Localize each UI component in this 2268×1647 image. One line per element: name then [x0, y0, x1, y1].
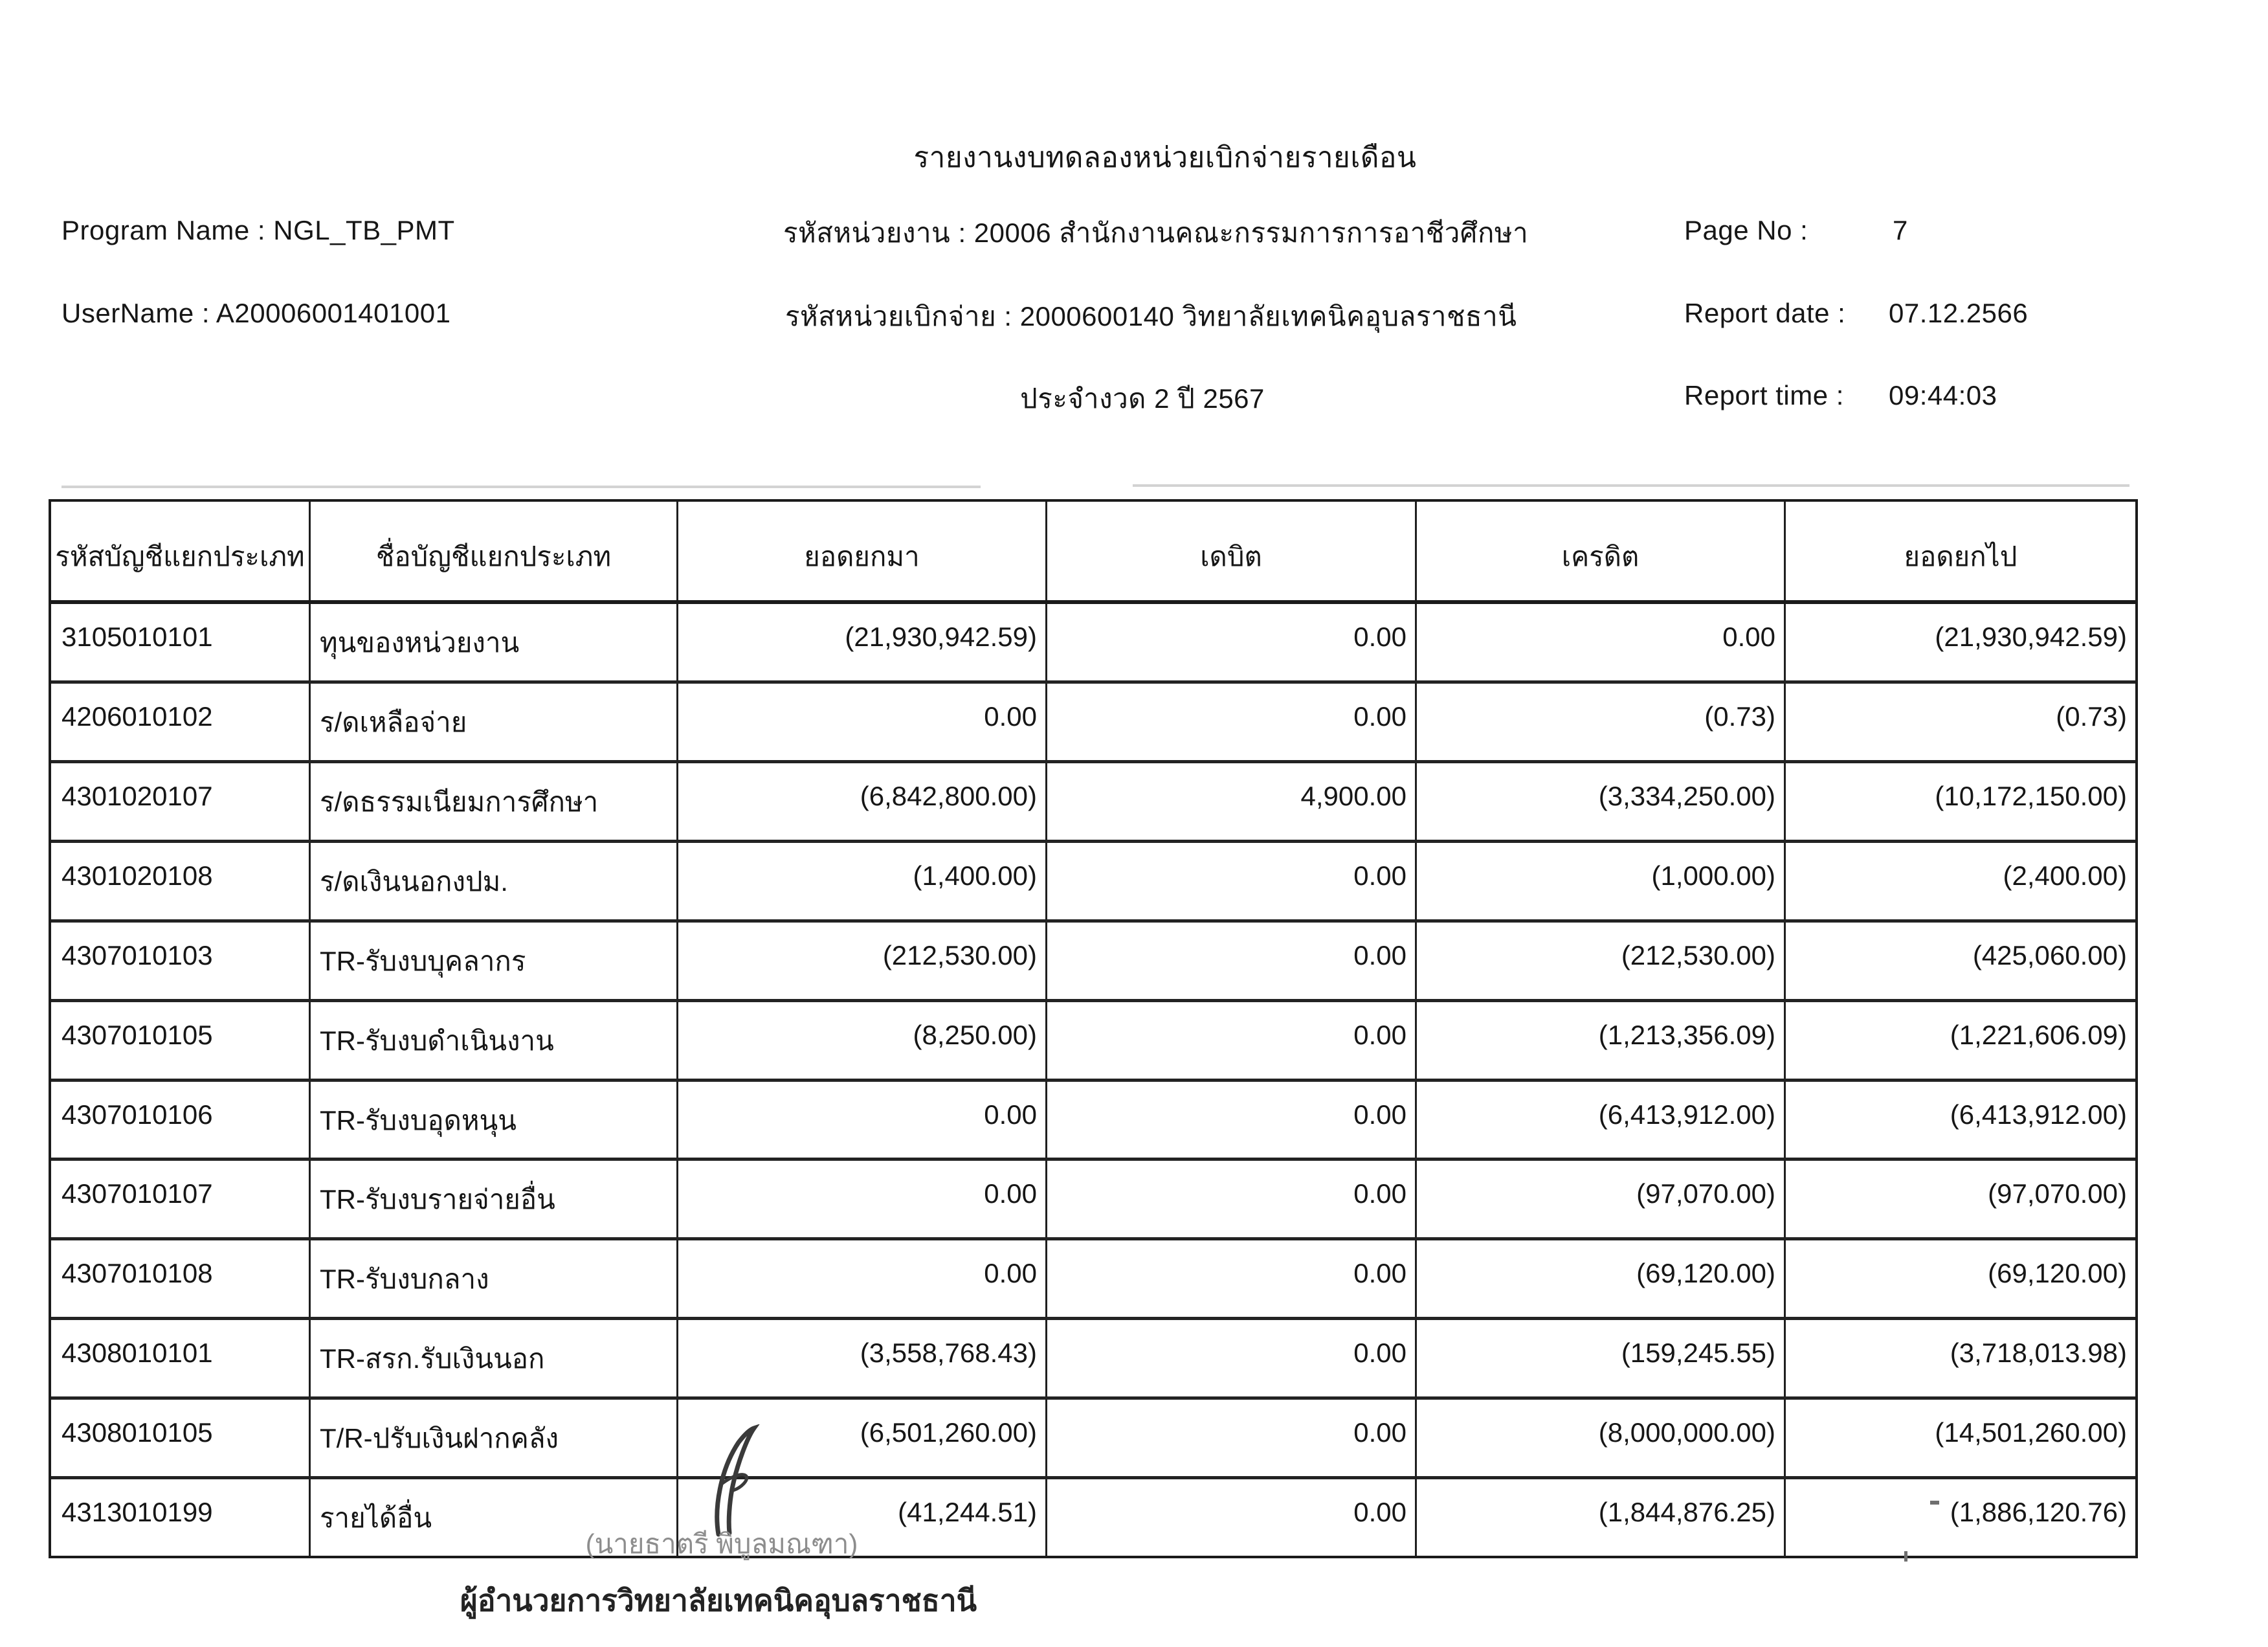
- table-row: [51, 1161, 2135, 1240]
- end-balance: (3,718,013.98): [1950, 1338, 2127, 1369]
- end-balance: (0.73): [2056, 700, 2127, 732]
- report-date-value: 07.12.2566: [1889, 298, 2029, 328]
- credit-amount: (0.73): [1417, 684, 1786, 760]
- table-row: [51, 1479, 2135, 1556]
- debit-amount: 0.00: [1047, 1161, 1417, 1237]
- debit-amount: 0.00: [1047, 1002, 1417, 1079]
- page-no-value: 7: [1893, 215, 1908, 245]
- account-name: TR-รับงบอุดหนุน: [311, 1082, 678, 1158]
- report-time-label: Report time :: [1684, 380, 1844, 410]
- account-name: TR-รับงบดำเนินงาน: [311, 1002, 678, 1079]
- account-name: ทุนของหน่วยงาน: [311, 604, 678, 680]
- report-date-label: Report date :: [1684, 298, 1846, 328]
- account-name: TR-รับงบกลาง: [311, 1240, 678, 1317]
- credit-amount: (1,844,876.25): [1417, 1479, 1786, 1556]
- begin-balance: (1,400.00): [678, 843, 1047, 919]
- credit-amount: (3,334,250.00): [1417, 763, 1786, 840]
- end-balance: (425,060.00): [1972, 939, 2127, 970]
- account-name: ร/ดเงินนอกงปม.: [311, 843, 678, 919]
- table-row: [51, 763, 2135, 843]
- debit-amount: 0.00: [1047, 1400, 1417, 1476]
- begin-balance: (8,250.00): [678, 1002, 1047, 1079]
- col-header-account-name: ชื่อบัญชีแยกประเภท: [311, 502, 678, 600]
- report-title: รายงานงบทดลองหน่วยเบิกจ่ายรายเดือน: [913, 142, 1417, 174]
- end-balance: (10,172,150.00): [1935, 780, 2127, 811]
- table-row: [51, 1082, 2135, 1161]
- end-balance: (6,413,912.00): [1950, 1099, 2127, 1130]
- debit-amount: 0.00: [1047, 1082, 1417, 1158]
- begin-balance: 0.00: [678, 684, 1047, 760]
- credit-amount: (97,070.00): [1417, 1161, 1786, 1237]
- scan-streak: [61, 486, 981, 488]
- account-code: 4307010107: [51, 1161, 311, 1237]
- credit-amount: (6,413,912.00): [1417, 1082, 1786, 1158]
- account-code: 4307010103: [51, 923, 311, 999]
- begin-balance: (212,530.00): [678, 923, 1047, 999]
- table-row: [51, 604, 2135, 684]
- credit-amount: (8,000,000.00): [1417, 1400, 1786, 1476]
- signer-title: ผู้อำนวยการวิทยาลัยเทคนิคอุบลราชธานี: [460, 1584, 977, 1617]
- debit-amount: 4,900.00: [1047, 763, 1417, 840]
- credit-amount: (212,530.00): [1417, 923, 1786, 999]
- table-header-row: [51, 502, 2135, 604]
- period-line: ประจำงวด 2 ปี 2567: [1020, 383, 1265, 414]
- account-code: 4307010108: [51, 1240, 311, 1317]
- credit-amount: (1,000.00): [1417, 843, 1786, 919]
- account-code: 4313010199: [51, 1479, 311, 1556]
- end-balance: (1,886,120.76): [1950, 1497, 2127, 1528]
- account-code: 4308010101: [51, 1320, 311, 1396]
- table-row: [51, 1320, 2135, 1400]
- begin-balance: 0.00: [678, 1240, 1047, 1317]
- signer-name: (นายธาตรี พิบูลมณฑา): [585, 1529, 858, 1559]
- col-header-begin-balance: ยอดยกมา: [678, 502, 1047, 600]
- table-row: [51, 843, 2135, 923]
- begin-balance: (6,501,260.00): [678, 1400, 1047, 1476]
- credit-amount: 0.00: [1417, 604, 1786, 680]
- program-name-line: Program Name : NGL_TB_PMT: [61, 215, 455, 245]
- scan-streak: [1133, 484, 2129, 487]
- report-time-value: 09:44:03: [1889, 380, 1997, 410]
- begin-balance: (3,558,768.43): [678, 1320, 1047, 1396]
- disbursement-unit-line: รหัสหน่วยเบิกจ่าย : 2000600140 วิทยาลัยเทคนิคอุบลราชธานี: [785, 301, 1517, 331]
- col-header-credit: เครดิต: [1417, 502, 1786, 600]
- col-header-debit: เดบิต: [1047, 502, 1417, 600]
- scan-speck: [1930, 1501, 1939, 1505]
- table-row: [51, 1400, 2135, 1479]
- end-balance: (69,120.00): [1988, 1258, 2127, 1289]
- agency-line: รหัสหน่วยงาน : 20006 สำนักงานคณะกรรมการการอาชีวศึกษา: [783, 218, 1529, 248]
- col-header-account-code: รหัสบัญชีแยกประเภท: [51, 502, 311, 600]
- begin-balance: (41,244.51): [678, 1479, 1047, 1556]
- account-name: รายได้อื่น: [311, 1479, 678, 1556]
- account-name: TR-รับงบรายจ่ายอื่น: [311, 1161, 678, 1237]
- user-name-line: UserName : A20006001401001: [61, 298, 451, 328]
- account-name: T/R-ปรับเงินฝากคลัง: [311, 1400, 678, 1476]
- debit-amount: 0.00: [1047, 684, 1417, 760]
- table-row: [51, 684, 2135, 763]
- begin-balance: (6,842,800.00): [678, 763, 1047, 840]
- credit-amount: (69,120.00): [1417, 1240, 1786, 1317]
- account-name: TR-สรก.รับเงินนอก: [311, 1320, 678, 1396]
- col-header-end-balance: ยอดยกไป: [1904, 541, 2018, 572]
- account-code: 4301020108: [51, 843, 311, 919]
- account-name: TR-รับงบบุคลากร: [311, 923, 678, 999]
- account-code: 4301020107: [51, 763, 311, 840]
- account-name: ร/ดธรรมเนียมการศึกษา: [311, 763, 678, 840]
- scan-speck: [1904, 1551, 1907, 1562]
- debit-amount: 0.00: [1047, 843, 1417, 919]
- debit-amount: 0.00: [1047, 923, 1417, 999]
- account-code: 3105010101: [51, 604, 311, 680]
- debit-amount: 0.00: [1047, 1240, 1417, 1317]
- debit-amount: 0.00: [1047, 604, 1417, 680]
- end-balance: (14,501,260.00): [1935, 1417, 2127, 1448]
- debit-amount: 0.00: [1047, 1479, 1417, 1556]
- credit-amount: (1,213,356.09): [1417, 1002, 1786, 1079]
- trial-balance-table: [49, 499, 2138, 1558]
- account-code: 4308010105: [51, 1400, 311, 1476]
- account-code: 4206010102: [51, 684, 311, 760]
- account-code: 4307010106: [51, 1082, 311, 1158]
- begin-balance: (21,930,942.59): [678, 604, 1047, 680]
- table-row: [51, 923, 2135, 1002]
- end-balance: (97,070.00): [1988, 1178, 2127, 1209]
- table-row: [51, 1002, 2135, 1082]
- account-name: ร/ดเหลือจ่าย: [311, 684, 678, 760]
- credit-amount: (159,245.55): [1417, 1320, 1786, 1396]
- end-balance: (1,221,606.09): [1950, 1019, 2127, 1050]
- table-row: [51, 1240, 2135, 1320]
- page-no-label: Page No :: [1684, 215, 1808, 245]
- end-balance: (21,930,942.59): [1935, 622, 2127, 652]
- end-balance: (2,400.00): [2003, 860, 2127, 891]
- begin-balance: 0.00: [678, 1161, 1047, 1237]
- begin-balance: 0.00: [678, 1082, 1047, 1158]
- debit-amount: 0.00: [1047, 1320, 1417, 1396]
- account-code: 4307010105: [51, 1002, 311, 1079]
